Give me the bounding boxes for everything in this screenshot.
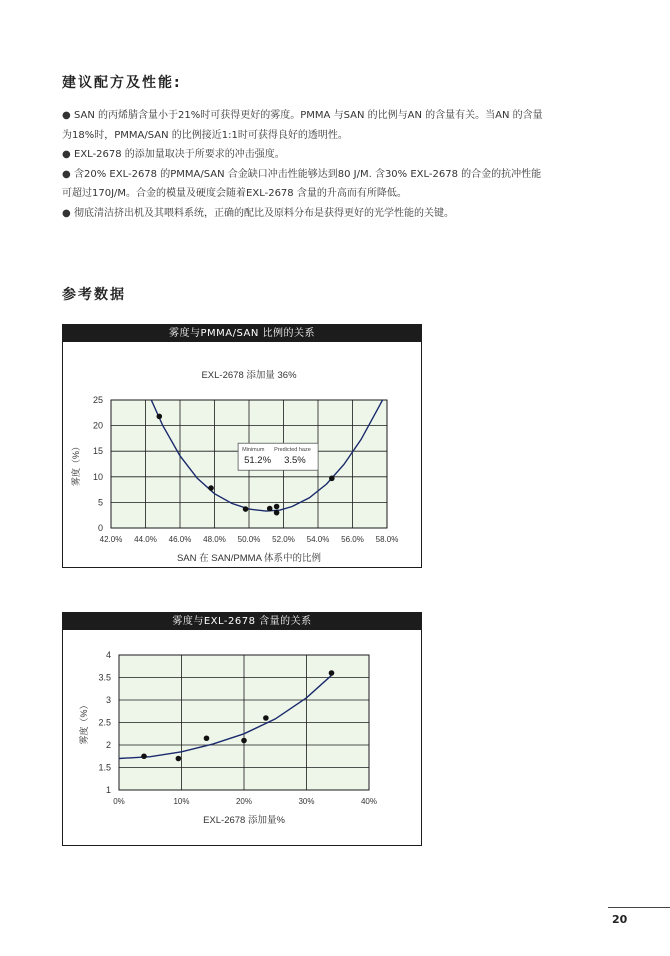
page-divider [608, 907, 670, 908]
recommendation-list [62, 106, 622, 223]
x-tick-label: 58.0% [375, 535, 399, 544]
bullet-text: 含20% EXL-2678 的PMMA/SAN 合金缺口冲击性能够达到80 J/M. 含30% EXL-2678 的合金的抗冲性能 [74, 168, 542, 180]
data-point [241, 738, 247, 744]
data-point [263, 715, 269, 721]
haze-vs-ratio-chart [62, 324, 422, 568]
x-tick-label: 56.0% [341, 535, 364, 544]
section-heading-reference: 参考数据 [62, 287, 126, 303]
data-point [329, 476, 335, 482]
annotation-value: 51.2% [244, 455, 272, 467]
bullet-line [62, 145, 622, 165]
chart-subtitle: EXL-2678 添加量 36% [201, 370, 297, 381]
bullet-icon: ● [62, 207, 71, 219]
x-tick-label: 54.0% [306, 535, 330, 544]
annotation-header: Predicted haze [274, 447, 311, 454]
chart-plot [63, 630, 421, 845]
y-tick-label: 2 [105, 740, 111, 750]
chart-plot [63, 342, 421, 567]
x-tick-label: 44.0% [134, 535, 157, 544]
bullet-text: 可超过170J/M。合金的模量及硬度会随着EXL-2678 含量的升高而有所降低。 [62, 188, 407, 199]
x-tick-label: 20% [235, 797, 253, 806]
x-tick-label: 48.0% [203, 535, 226, 544]
y-axis-label: 雾度（%） [79, 700, 89, 745]
y-tick-label: 4 [105, 650, 111, 660]
x-tick-label: 46.0% [168, 535, 192, 544]
annotation-header: Minimum [242, 447, 265, 454]
x-tick-label: 40% [360, 797, 378, 806]
y-tick-label: 2.5 [98, 717, 111, 728]
bullet-line-continued [62, 126, 622, 146]
x-tick-label: 52.0% [272, 535, 295, 544]
bullet-text: 彻底清洁挤出机及其喂料系统，正确的配比及原料分布是获得更好的光学性能的关键。 [74, 207, 454, 219]
x-axis-label: EXL-2678 添加量% [203, 815, 285, 826]
bullet-line-continued [62, 184, 622, 204]
annotation-value: 3.5% [284, 455, 306, 467]
y-tick-label: 0 [97, 523, 103, 533]
bullet-text: 为18%时，PMMA/SAN 的比例接近1:1时可获得良好的透明性。 [62, 129, 348, 141]
chart-title: 雾度与PMMA/SAN 比例的关系 [63, 325, 421, 342]
data-point [274, 510, 280, 516]
data-point [208, 485, 214, 491]
data-point [176, 756, 182, 762]
bullet-text: SAN 的丙烯腈含量小于21%时可获得更好的雾度。PMMA 与SAN 的比例与AN 的含量有关。当AN 的含量 [74, 110, 543, 121]
bullet-icon: ● [62, 110, 71, 121]
data-point [243, 506, 249, 512]
x-tick-label: 0% [113, 797, 125, 806]
y-tick-label: 3.5 [98, 672, 111, 683]
x-axis-label: SAN 在 SAN/PMMA 体系中的比例 [176, 553, 322, 564]
y-tick-label: 1.5 [98, 762, 111, 773]
x-tick-label: 50.0% [237, 535, 261, 544]
haze-vs-exl-chart [62, 612, 422, 846]
y-tick-label: 1 [105, 785, 111, 795]
bullet-line [62, 106, 622, 126]
y-tick-label: 3 [105, 695, 111, 705]
x-tick-label: 30% [298, 797, 315, 806]
bullet-icon: ● [62, 168, 71, 180]
bullet-line [62, 165, 622, 185]
y-tick-label: 25 [92, 395, 103, 405]
data-point [141, 753, 147, 759]
data-point [274, 504, 280, 510]
bullet-text: EXL-2678 的添加量取决于所要求的冲击强度。 [74, 149, 285, 160]
chart-title: 雾度与EXL-2678 含量的关系 [63, 613, 421, 630]
x-tick-label: 10% [173, 797, 190, 806]
section-heading-formula: 建议配方及性能: [62, 75, 182, 91]
bullet-icon: ● [62, 149, 71, 160]
y-tick-label: 15 [92, 446, 103, 457]
y-tick-label: 20 [92, 420, 103, 431]
data-point [267, 506, 273, 512]
data-point [157, 414, 163, 420]
data-point [329, 670, 335, 676]
y-tick-label: 10 [92, 471, 103, 482]
bullet-line [62, 204, 622, 224]
data-point [204, 735, 210, 741]
page-number: 20 [612, 913, 628, 926]
y-axis-label: 雾度（%） [71, 441, 81, 487]
y-tick-label: 5 [97, 497, 103, 508]
x-tick-label: 42.0% [99, 535, 123, 544]
